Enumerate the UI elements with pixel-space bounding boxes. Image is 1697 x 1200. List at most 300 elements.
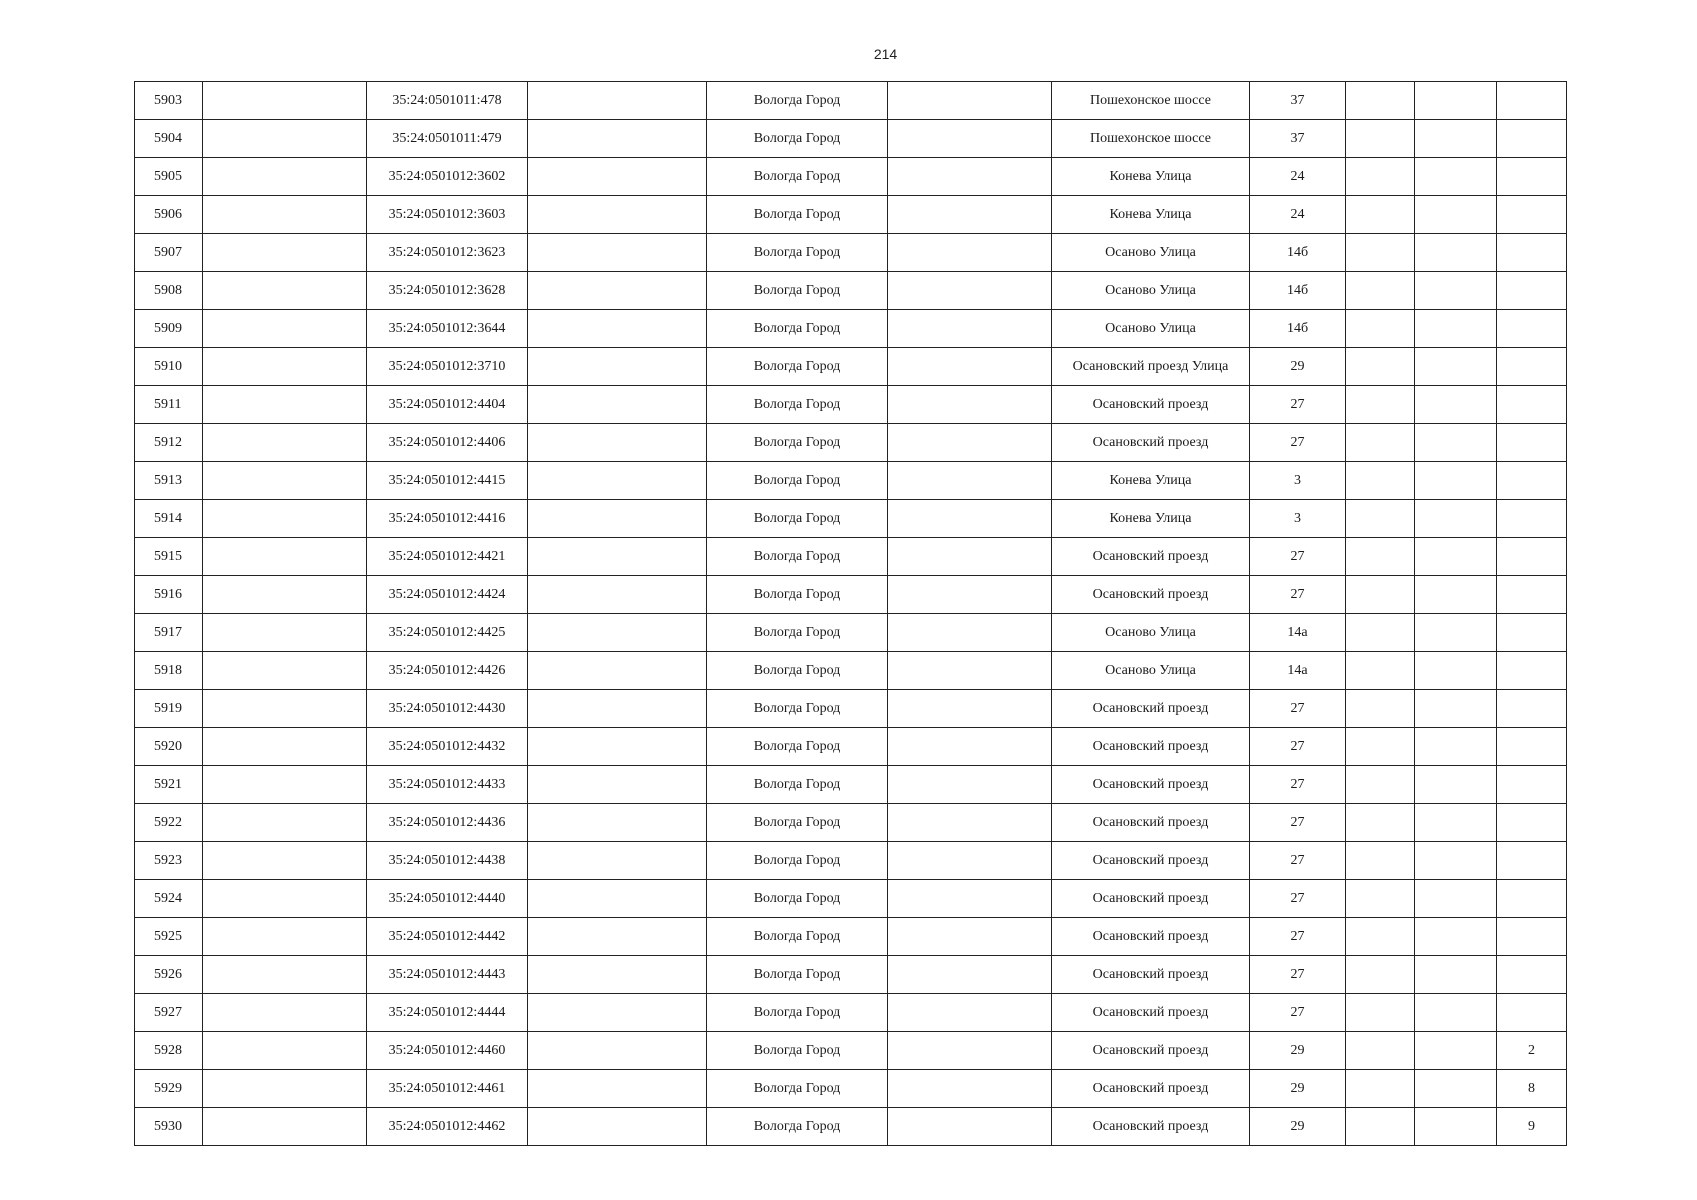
cell-locality: Вологда Город [707, 614, 888, 652]
table-row [135, 652, 1567, 690]
cell-apartment-number [1497, 576, 1567, 614]
cell-cadastral-number: 35:24:0501012:4415 [367, 462, 528, 500]
cell-empty-5 [1415, 348, 1497, 386]
cell-locality: Вологда Город [707, 576, 888, 614]
cell-empty-1 [203, 500, 367, 538]
cell-empty-1 [203, 728, 367, 766]
cell-cadastral-number: 35:24:0501012:4438 [367, 842, 528, 880]
cell-empty-1 [203, 614, 367, 652]
cell-empty-2 [528, 1032, 707, 1070]
cell-empty-5 [1415, 386, 1497, 424]
cell-street: Конева Улица [1052, 158, 1250, 196]
table-row [135, 728, 1567, 766]
cell-empty-4 [1346, 424, 1415, 462]
cell-record-number: 5910 [135, 348, 203, 386]
cell-house-number: 37 [1250, 82, 1346, 120]
cell-apartment-number [1497, 424, 1567, 462]
cell-empty-4 [1346, 994, 1415, 1032]
cell-cadastral-number: 35:24:0501012:4443 [367, 956, 528, 994]
table-row [135, 272, 1567, 310]
cell-empty-2 [528, 728, 707, 766]
cell-house-number: 3 [1250, 500, 1346, 538]
cell-cadastral-number: 35:24:0501012:4432 [367, 728, 528, 766]
cell-empty-4 [1346, 1108, 1415, 1146]
cell-record-number: 5912 [135, 424, 203, 462]
cell-empty-4 [1346, 386, 1415, 424]
cell-locality: Вологда Город [707, 690, 888, 728]
cell-cadastral-number: 35:24:0501012:3623 [367, 234, 528, 272]
cell-empty-4 [1346, 728, 1415, 766]
cell-empty-4 [1346, 956, 1415, 994]
cell-house-number: 27 [1250, 842, 1346, 880]
cell-house-number: 14а [1250, 652, 1346, 690]
cell-cadastral-number: 35:24:0501012:4424 [367, 576, 528, 614]
cell-house-number: 24 [1250, 196, 1346, 234]
cell-street: Осановский проезд [1052, 690, 1250, 728]
cell-empty-1 [203, 690, 367, 728]
cell-apartment-number [1497, 538, 1567, 576]
cell-empty-3 [888, 310, 1052, 348]
cell-empty-1 [203, 234, 367, 272]
cell-apartment-number [1497, 614, 1567, 652]
cell-locality: Вологда Город [707, 918, 888, 956]
cell-empty-5 [1415, 880, 1497, 918]
cell-empty-5 [1415, 576, 1497, 614]
cell-house-number: 27 [1250, 538, 1346, 576]
table-row [135, 880, 1567, 918]
cell-empty-1 [203, 1108, 367, 1146]
cell-empty-5 [1415, 766, 1497, 804]
cell-record-number: 5903 [135, 82, 203, 120]
cell-house-number: 29 [1250, 1032, 1346, 1070]
cell-empty-3 [888, 538, 1052, 576]
cell-record-number: 5919 [135, 690, 203, 728]
cell-empty-4 [1346, 158, 1415, 196]
cell-empty-1 [203, 462, 367, 500]
cell-locality: Вологда Город [707, 348, 888, 386]
cell-record-number: 5921 [135, 766, 203, 804]
cell-empty-3 [888, 272, 1052, 310]
cell-empty-3 [888, 690, 1052, 728]
cell-street: Осаново Улица [1052, 272, 1250, 310]
cell-empty-5 [1415, 994, 1497, 1032]
cell-cadastral-number: 35:24:0501012:3602 [367, 158, 528, 196]
cell-cadastral-number: 35:24:0501012:3644 [367, 310, 528, 348]
table-row [135, 1032, 1567, 1070]
cell-house-number: 27 [1250, 918, 1346, 956]
cell-empty-4 [1346, 538, 1415, 576]
cell-record-number: 5907 [135, 234, 203, 272]
cell-street: Осановский проезд Улица [1052, 348, 1250, 386]
cell-empty-3 [888, 462, 1052, 500]
registry-table [134, 81, 1567, 1146]
table-row [135, 1070, 1567, 1108]
cell-empty-1 [203, 880, 367, 918]
cell-record-number: 5923 [135, 842, 203, 880]
cell-locality: Вологда Город [707, 1032, 888, 1070]
cell-empty-5 [1415, 120, 1497, 158]
cell-house-number: 27 [1250, 424, 1346, 462]
page-number: 214 [873, 46, 898, 62]
cell-record-number: 5924 [135, 880, 203, 918]
cell-apartment-number [1497, 82, 1567, 120]
cell-empty-2 [528, 500, 707, 538]
cell-empty-3 [888, 1032, 1052, 1070]
cell-empty-3 [888, 994, 1052, 1032]
cell-cadastral-number: 35:24:0501012:4436 [367, 804, 528, 842]
cell-empty-1 [203, 196, 367, 234]
cell-empty-5 [1415, 842, 1497, 880]
cell-empty-5 [1415, 82, 1497, 120]
cell-street: Конева Улица [1052, 196, 1250, 234]
cell-empty-1 [203, 652, 367, 690]
cell-record-number: 5922 [135, 804, 203, 842]
cell-empty-5 [1415, 538, 1497, 576]
table-row [135, 500, 1567, 538]
cell-record-number: 5918 [135, 652, 203, 690]
cell-empty-5 [1415, 652, 1497, 690]
cell-empty-1 [203, 538, 367, 576]
cell-locality: Вологда Город [707, 1108, 888, 1146]
cell-empty-2 [528, 234, 707, 272]
cell-locality: Вологда Город [707, 310, 888, 348]
cell-record-number: 5914 [135, 500, 203, 538]
cell-empty-3 [888, 880, 1052, 918]
cell-empty-5 [1415, 500, 1497, 538]
cell-empty-2 [528, 614, 707, 652]
cell-locality: Вологда Город [707, 994, 888, 1032]
cell-record-number: 5926 [135, 956, 203, 994]
cell-street: Осановский проезд [1052, 728, 1250, 766]
cell-apartment-number [1497, 804, 1567, 842]
cell-apartment-number [1497, 196, 1567, 234]
cell-apartment-number: 9 [1497, 1108, 1567, 1146]
cell-empty-3 [888, 348, 1052, 386]
cell-cadastral-number: 35:24:0501012:4416 [367, 500, 528, 538]
cell-empty-1 [203, 1070, 367, 1108]
cell-house-number: 27 [1250, 956, 1346, 994]
cell-empty-2 [528, 462, 707, 500]
cell-locality: Вологда Город [707, 462, 888, 500]
cell-house-number: 14б [1250, 272, 1346, 310]
cell-empty-1 [203, 576, 367, 614]
cell-cadastral-number: 35:24:0501012:4444 [367, 994, 528, 1032]
cell-empty-5 [1415, 272, 1497, 310]
cell-empty-3 [888, 500, 1052, 538]
cell-record-number: 5917 [135, 614, 203, 652]
cell-empty-4 [1346, 576, 1415, 614]
cell-record-number: 5925 [135, 918, 203, 956]
cell-empty-5 [1415, 424, 1497, 462]
cell-empty-3 [888, 652, 1052, 690]
cell-empty-5 [1415, 1032, 1497, 1070]
cell-empty-2 [528, 880, 707, 918]
cell-locality: Вологда Город [707, 424, 888, 462]
cell-empty-2 [528, 538, 707, 576]
cell-locality: Вологда Город [707, 500, 888, 538]
cell-empty-5 [1415, 1070, 1497, 1108]
cell-empty-3 [888, 918, 1052, 956]
cell-street: Конева Улица [1052, 462, 1250, 500]
cell-empty-4 [1346, 652, 1415, 690]
cell-locality: Вологда Город [707, 234, 888, 272]
cell-empty-2 [528, 956, 707, 994]
cell-house-number: 27 [1250, 804, 1346, 842]
cell-house-number: 14б [1250, 310, 1346, 348]
cell-record-number: 5911 [135, 386, 203, 424]
cell-house-number: 27 [1250, 994, 1346, 1032]
cell-apartment-number [1497, 462, 1567, 500]
cell-street: Осановский проезд [1052, 994, 1250, 1032]
cell-empty-2 [528, 804, 707, 842]
cell-house-number: 29 [1250, 1070, 1346, 1108]
cell-empty-1 [203, 120, 367, 158]
cell-empty-2 [528, 652, 707, 690]
cell-locality: Вологда Город [707, 766, 888, 804]
table-row [135, 956, 1567, 994]
cell-street: Осановский проезд [1052, 1070, 1250, 1108]
cell-empty-4 [1346, 880, 1415, 918]
cell-locality: Вологда Город [707, 956, 888, 994]
table-row [135, 538, 1567, 576]
cell-cadastral-number: 35:24:0501011:478 [367, 82, 528, 120]
cell-empty-3 [888, 842, 1052, 880]
cell-empty-2 [528, 576, 707, 614]
cell-empty-2 [528, 82, 707, 120]
cell-empty-4 [1346, 804, 1415, 842]
cell-street: Осановский проезд [1052, 880, 1250, 918]
cell-empty-4 [1346, 462, 1415, 500]
cell-apartment-number [1497, 766, 1567, 804]
cell-apartment-number [1497, 880, 1567, 918]
cell-house-number: 29 [1250, 1108, 1346, 1146]
cell-empty-4 [1346, 234, 1415, 272]
cell-empty-2 [528, 690, 707, 728]
cell-street: Осаново Улица [1052, 310, 1250, 348]
cell-apartment-number [1497, 120, 1567, 158]
cell-empty-5 [1415, 918, 1497, 956]
table-row [135, 234, 1567, 272]
cell-empty-5 [1415, 956, 1497, 994]
cell-cadastral-number: 35:24:0501012:4440 [367, 880, 528, 918]
cell-apartment-number [1497, 842, 1567, 880]
cell-street: Осановский проезд [1052, 1108, 1250, 1146]
cell-empty-4 [1346, 196, 1415, 234]
table-row [135, 690, 1567, 728]
cell-record-number: 5916 [135, 576, 203, 614]
cell-empty-3 [888, 82, 1052, 120]
cell-empty-4 [1346, 348, 1415, 386]
cell-record-number: 5913 [135, 462, 203, 500]
cell-apartment-number [1497, 310, 1567, 348]
cell-cadastral-number: 35:24:0501012:4461 [367, 1070, 528, 1108]
cell-empty-3 [888, 1108, 1052, 1146]
cell-locality: Вологда Город [707, 82, 888, 120]
cell-empty-5 [1415, 310, 1497, 348]
cell-house-number: 27 [1250, 386, 1346, 424]
cell-empty-3 [888, 614, 1052, 652]
cell-empty-5 [1415, 1108, 1497, 1146]
table-row [135, 994, 1567, 1032]
cell-record-number: 5929 [135, 1070, 203, 1108]
cell-empty-4 [1346, 82, 1415, 120]
cell-record-number: 5927 [135, 994, 203, 1032]
cell-empty-1 [203, 842, 367, 880]
cell-empty-1 [203, 766, 367, 804]
cell-house-number: 3 [1250, 462, 1346, 500]
cell-empty-5 [1415, 690, 1497, 728]
cell-locality: Вологда Город [707, 272, 888, 310]
cell-cadastral-number: 35:24:0501012:4430 [367, 690, 528, 728]
cell-empty-4 [1346, 918, 1415, 956]
cell-empty-4 [1346, 1032, 1415, 1070]
cell-record-number: 5905 [135, 158, 203, 196]
cell-apartment-number [1497, 994, 1567, 1032]
cell-apartment-number [1497, 234, 1567, 272]
cell-street: Осановский проезд [1052, 956, 1250, 994]
cell-street: Осановский проезд [1052, 842, 1250, 880]
cell-empty-2 [528, 842, 707, 880]
cell-empty-3 [888, 196, 1052, 234]
cell-cadastral-number: 35:24:0501012:3603 [367, 196, 528, 234]
table-row [135, 82, 1567, 120]
cell-locality: Вологда Город [707, 728, 888, 766]
cell-street: Осановский проезд [1052, 386, 1250, 424]
cell-record-number: 5904 [135, 120, 203, 158]
cell-empty-1 [203, 272, 367, 310]
cell-empty-3 [888, 158, 1052, 196]
cell-record-number: 5908 [135, 272, 203, 310]
cell-locality: Вологда Город [707, 880, 888, 918]
cell-empty-1 [203, 348, 367, 386]
cell-empty-3 [888, 234, 1052, 272]
cell-street: Пошехонское шоссе [1052, 82, 1250, 120]
cell-empty-1 [203, 158, 367, 196]
table-row [135, 842, 1567, 880]
cell-empty-2 [528, 918, 707, 956]
cell-empty-1 [203, 918, 367, 956]
cell-empty-3 [888, 766, 1052, 804]
cell-empty-2 [528, 310, 707, 348]
cell-apartment-number [1497, 690, 1567, 728]
cell-locality: Вологда Город [707, 652, 888, 690]
cell-street: Осаново Улица [1052, 652, 1250, 690]
table-row [135, 576, 1567, 614]
cell-record-number: 5915 [135, 538, 203, 576]
cell-empty-4 [1346, 766, 1415, 804]
cell-street: Осановский проезд [1052, 538, 1250, 576]
cell-cadastral-number: 35:24:0501011:479 [367, 120, 528, 158]
cell-empty-4 [1346, 1070, 1415, 1108]
cell-empty-3 [888, 386, 1052, 424]
cell-empty-2 [528, 348, 707, 386]
cell-cadastral-number: 35:24:0501012:4442 [367, 918, 528, 956]
cell-empty-3 [888, 1070, 1052, 1108]
cell-house-number: 24 [1250, 158, 1346, 196]
cell-street: Осановский проезд [1052, 804, 1250, 842]
cell-street: Осановский проезд [1052, 766, 1250, 804]
cell-apartment-number [1497, 386, 1567, 424]
cell-empty-1 [203, 424, 367, 462]
cell-record-number: 5928 [135, 1032, 203, 1070]
cell-empty-4 [1346, 310, 1415, 348]
cell-empty-4 [1346, 842, 1415, 880]
cell-empty-4 [1346, 500, 1415, 538]
table-row [135, 614, 1567, 652]
cell-street: Осановский проезд [1052, 576, 1250, 614]
cell-cadastral-number: 35:24:0501012:4425 [367, 614, 528, 652]
table-row [135, 386, 1567, 424]
cell-cadastral-number: 35:24:0501012:4433 [367, 766, 528, 804]
table-row [135, 120, 1567, 158]
cell-empty-4 [1346, 120, 1415, 158]
cell-empty-2 [528, 424, 707, 462]
cell-apartment-number [1497, 918, 1567, 956]
cell-apartment-number [1497, 956, 1567, 994]
cell-house-number: 37 [1250, 120, 1346, 158]
cell-empty-5 [1415, 804, 1497, 842]
cell-record-number: 5920 [135, 728, 203, 766]
cell-empty-3 [888, 804, 1052, 842]
cell-house-number: 27 [1250, 728, 1346, 766]
cell-cadastral-number: 35:24:0501012:4426 [367, 652, 528, 690]
table-row [135, 348, 1567, 386]
cell-house-number: 14а [1250, 614, 1346, 652]
table-row [135, 462, 1567, 500]
cell-empty-4 [1346, 272, 1415, 310]
cell-empty-2 [528, 1108, 707, 1146]
cell-empty-1 [203, 804, 367, 842]
cell-locality: Вологда Город [707, 196, 888, 234]
cell-empty-5 [1415, 234, 1497, 272]
cell-apartment-number [1497, 728, 1567, 766]
cell-house-number: 29 [1250, 348, 1346, 386]
cell-empty-2 [528, 196, 707, 234]
cell-empty-3 [888, 120, 1052, 158]
cell-empty-2 [528, 272, 707, 310]
cell-cadastral-number: 35:24:0501012:4460 [367, 1032, 528, 1070]
registry-table-body [135, 82, 1567, 1146]
cell-street: Осановский проезд [1052, 918, 1250, 956]
cell-cadastral-number: 35:24:0501012:4421 [367, 538, 528, 576]
cell-locality: Вологда Город [707, 158, 888, 196]
cell-empty-3 [888, 424, 1052, 462]
cell-empty-1 [203, 82, 367, 120]
cell-house-number: 14б [1250, 234, 1346, 272]
cell-locality: Вологда Город [707, 120, 888, 158]
cell-apartment-number [1497, 158, 1567, 196]
cell-empty-1 [203, 1032, 367, 1070]
cell-house-number: 27 [1250, 690, 1346, 728]
cell-empty-1 [203, 310, 367, 348]
cell-empty-5 [1415, 158, 1497, 196]
cell-house-number: 27 [1250, 766, 1346, 804]
cell-cadastral-number: 35:24:0501012:4404 [367, 386, 528, 424]
cell-cadastral-number: 35:24:0501012:4406 [367, 424, 528, 462]
cell-apartment-number [1497, 652, 1567, 690]
cell-empty-2 [528, 1070, 707, 1108]
cell-locality: Вологда Город [707, 1070, 888, 1108]
cell-locality: Вологда Город [707, 538, 888, 576]
cell-empty-3 [888, 576, 1052, 614]
cell-empty-2 [528, 120, 707, 158]
cell-cadastral-number: 35:24:0501012:4462 [367, 1108, 528, 1146]
cell-street: Пошехонское шоссе [1052, 120, 1250, 158]
table-row [135, 1108, 1567, 1146]
cell-empty-4 [1346, 614, 1415, 652]
cell-cadastral-number: 35:24:0501012:3628 [367, 272, 528, 310]
cell-empty-5 [1415, 196, 1497, 234]
